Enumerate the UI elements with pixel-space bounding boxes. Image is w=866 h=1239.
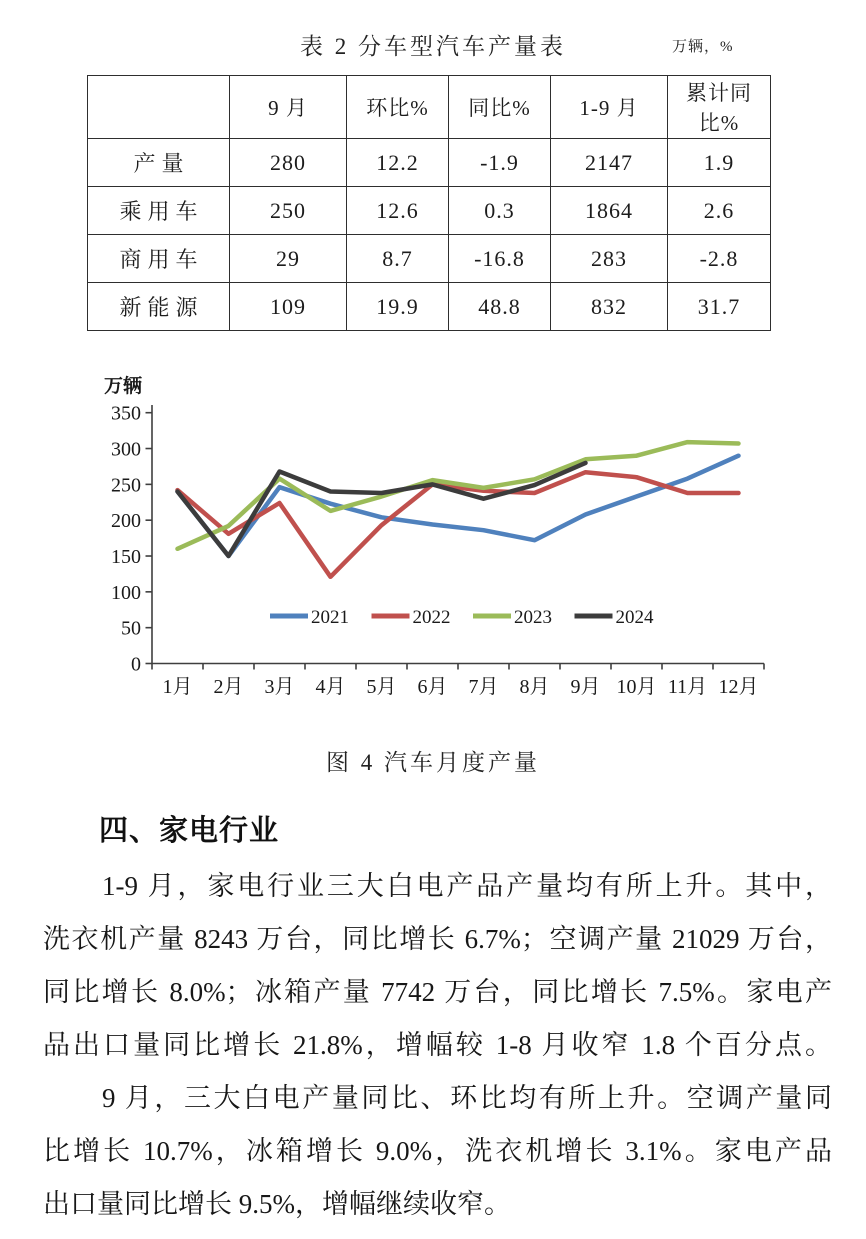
paragraph-line: 出口量同比增长 9.5%，增幅继续收窄。 — [43, 1189, 511, 1219]
table-cell: 2.6 — [668, 187, 771, 235]
table-unit-label: 万辆，% — [672, 39, 734, 55]
x-axis-month-label: 8月 — [519, 676, 550, 698]
vehicle-production-table-body — [88, 76, 771, 331]
table-title-row — [0, 28, 866, 60]
paragraph — [43, 1072, 832, 1231]
paragraph-line: 洗衣机产量 8243 万台，同比增长 6.7%；空调产量 21029 万台， — [43, 924, 832, 954]
monthly-production-chart — [0, 355, 866, 705]
legend-label-2024: 2024 — [615, 607, 654, 628]
table-cell: 832 — [551, 283, 668, 331]
y-axis-tick-label: 100 — [111, 581, 141, 604]
table-cell: 19.9 — [347, 283, 449, 331]
table-cell: 8.7 — [347, 235, 449, 283]
table-header-cell: 环比% — [347, 76, 449, 139]
y-axis-tick-label: 250 — [111, 474, 141, 497]
table-row — [88, 235, 771, 283]
table-cell: 1864 — [551, 187, 668, 235]
x-axis-month-label: 1月 — [162, 676, 193, 698]
table-row — [88, 283, 771, 331]
x-axis-month-label: 6月 — [417, 676, 448, 698]
table-header-row — [88, 76, 771, 139]
table-header-cell: 1-9 月 — [551, 76, 668, 139]
table-title: 表 2 分车型汽车产量表 — [300, 34, 566, 59]
y-axis-tick-label: 300 — [111, 438, 141, 461]
table-cell: 250 — [230, 187, 347, 235]
table-cell: 109 — [230, 283, 347, 331]
table-cell: 29 — [230, 235, 347, 283]
legend-label-2021: 2021 — [311, 607, 349, 628]
x-axis-month-label: 9月 — [570, 676, 601, 698]
section-body — [43, 860, 832, 1231]
table-cell: 280 — [230, 139, 347, 187]
row-label: 新能源 — [88, 283, 230, 331]
row-label: 商用车 — [88, 235, 230, 283]
table-cell: 31.7 — [668, 283, 771, 331]
y-axis-tick-label: 150 — [111, 546, 141, 569]
paragraph-line: 同比增长 8.0%；冰箱产量 7742 万台，同比增长 7.5%。家电产 — [43, 977, 832, 1007]
vehicle-production-table — [87, 75, 771, 331]
paragraph-line: 品出口量同比增长 21.8%，增幅较 1-8 月收窄 1.8 个百分点。 — [43, 1030, 832, 1060]
table-row — [88, 187, 771, 235]
row-label: 乘用车 — [88, 187, 230, 235]
table-cell: 1.9 — [668, 139, 771, 187]
table-cell: 12.6 — [347, 187, 449, 235]
section-heading: 四、家电行业 — [99, 815, 280, 847]
x-axis-month-label: 11月 — [667, 676, 708, 698]
series-line-2023 — [178, 442, 739, 549]
table-cell: -16.8 — [449, 235, 551, 283]
y-axis-tick-label: 350 — [111, 402, 141, 425]
x-axis-month-label: 7月 — [468, 676, 499, 698]
x-axis-month-label: 3月 — [264, 676, 295, 698]
series-line-2024 — [178, 463, 586, 556]
legend-label-2022: 2022 — [412, 607, 451, 628]
y-axis-tick-label: 50 — [121, 617, 141, 640]
paragraph — [43, 860, 832, 1072]
table-cell: -1.9 — [449, 139, 551, 187]
table-cell: 0.3 — [449, 187, 551, 235]
paragraph-line: 1-9 月，家电行业三大白电产品产量均有所上升。其中， — [102, 871, 832, 901]
table-row — [88, 139, 771, 187]
legend-label-2023: 2023 — [514, 607, 552, 628]
y-axis-tick-label: 200 — [111, 510, 141, 533]
monthly-production-chart-area — [0, 355, 866, 705]
chart-legend — [270, 607, 654, 628]
table-cell: 12.2 — [347, 139, 449, 187]
y-axis-tick-label: 0 — [131, 653, 141, 676]
x-axis-month-label: 12月 — [718, 676, 759, 698]
table-cell: 283 — [551, 235, 668, 283]
x-axis-month-label: 5月 — [366, 676, 397, 698]
row-label: 产量 — [88, 139, 230, 187]
paragraph-line: 比增长 10.7%，冰箱增长 9.0%，洗衣机增长 3.1%。家电产品 — [43, 1136, 832, 1166]
figure-caption: 图 4 汽车月度产量 — [326, 750, 540, 775]
table-header-cell: 累计同比% — [668, 76, 771, 139]
paragraph-line: 9 月，三大白电产量同比、环比均有所上升。空调产量同 — [102, 1083, 832, 1113]
table-cell: 48.8 — [449, 283, 551, 331]
series-line-2021 — [178, 456, 739, 556]
table-cell: 2147 — [551, 139, 668, 187]
x-axis-month-label: 10月 — [616, 676, 657, 698]
table-header-cell: 同比% — [449, 76, 551, 139]
x-axis-month-label: 4月 — [315, 676, 346, 698]
chart-unit-label: 万辆 — [104, 376, 143, 397]
table-cell: -2.8 — [668, 235, 771, 283]
x-axis-month-label: 2月 — [213, 676, 244, 698]
table-corner-cell — [88, 76, 230, 139]
table-header-cell: 9 月 — [230, 76, 347, 139]
